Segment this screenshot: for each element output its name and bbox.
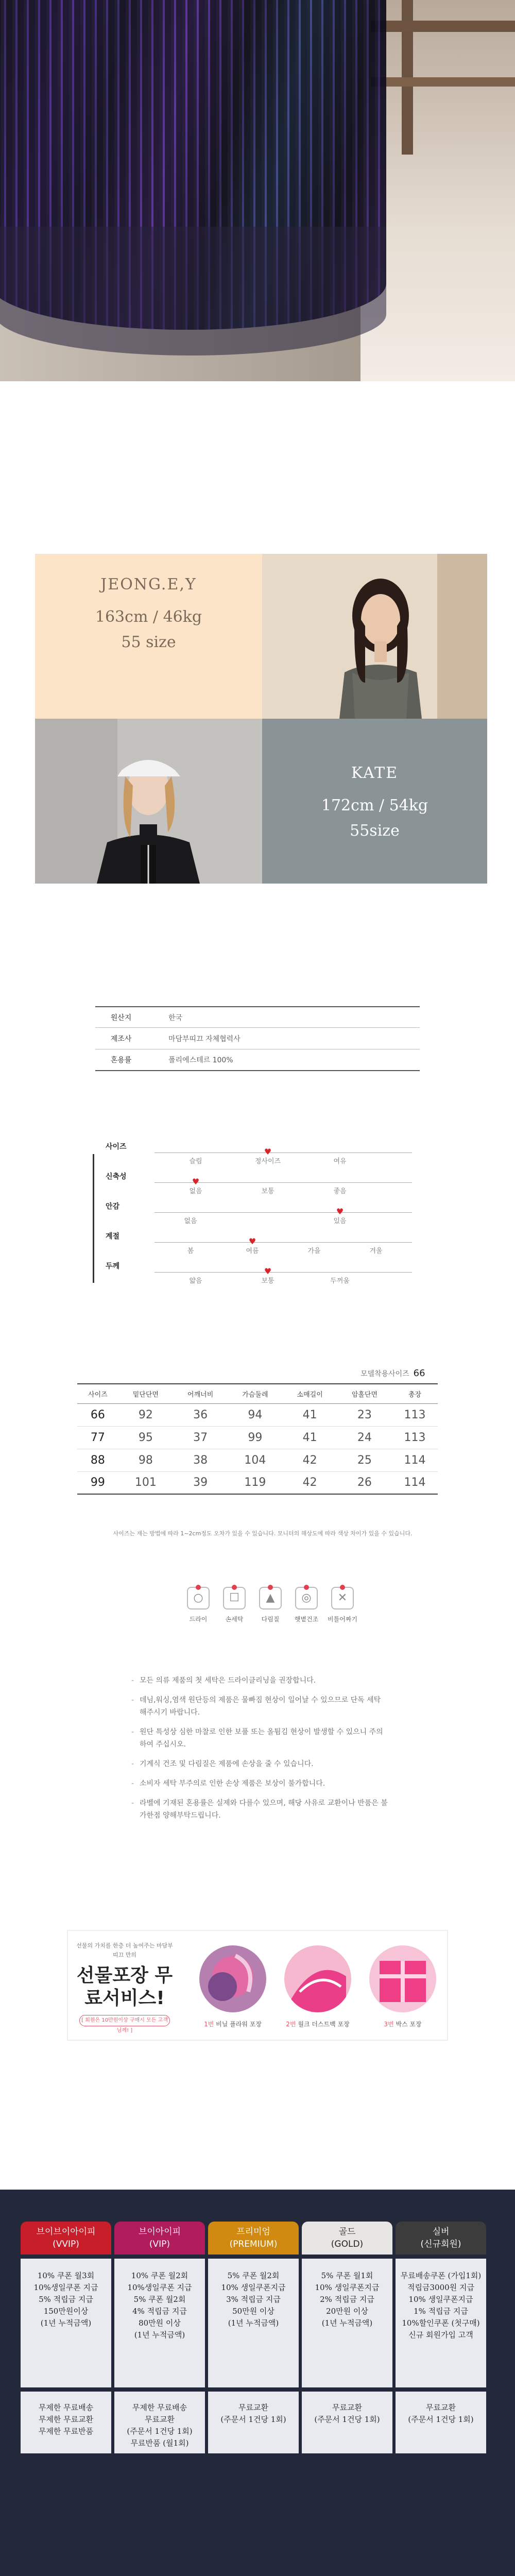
scale-option: 보통 xyxy=(261,1188,274,1195)
model-photo xyxy=(262,554,487,719)
tier-column xyxy=(21,2222,111,2453)
benefit-line: 10% 쿠폰 월3회 xyxy=(37,2271,95,2280)
extra-line: 무제한 무료교환 xyxy=(38,2415,94,2424)
size-cell: 92 xyxy=(118,1403,173,1426)
benefit-line: 2% 적립금 지급 xyxy=(320,2295,374,2304)
benefit-line: 10% 생일쿠폰지급 xyxy=(315,2283,380,2292)
scale-option: 가을 xyxy=(307,1247,321,1255)
size-cell: 119 xyxy=(228,1471,282,1494)
size-cell: 88 xyxy=(77,1449,118,1471)
size-cell: 24 xyxy=(337,1426,392,1449)
caption-size: 66 xyxy=(413,1368,425,1379)
size-cell: 42 xyxy=(283,1449,337,1471)
tier-sub: (VVIP) xyxy=(53,2239,79,2249)
scale-option: 보통 xyxy=(261,1277,274,1285)
heart-icon: ♥ xyxy=(248,1236,256,1246)
benefit-line: 무료배송쿠폰 (가입1회) xyxy=(400,2271,482,2280)
tier-sub: (VIP) xyxy=(149,2239,170,2249)
size-cell: 114 xyxy=(392,1471,438,1494)
size-cell: 94 xyxy=(228,1403,282,1426)
gift-badge: [ 회원은 10만원이상 구매시 모든 고객님께! ] xyxy=(79,2015,170,2026)
info-key: 제조사 xyxy=(110,1035,132,1043)
size-cell: 114 xyxy=(392,1449,438,1471)
tier-benefits xyxy=(302,2259,392,2387)
tier-benefits xyxy=(208,2259,299,2387)
size-cell: 26 xyxy=(337,1471,392,1494)
care-label: 손세탁 xyxy=(225,1616,244,1623)
size-header: 소매길이 xyxy=(283,1384,337,1403)
benefit-line: 5% 적립금 지급 xyxy=(39,2295,93,2304)
size-cell: 113 xyxy=(392,1426,438,1449)
benefit-line: (1년 누적금액) xyxy=(40,2318,92,2328)
scale-option: 있음 xyxy=(333,1217,347,1225)
care-label: 햇볕건조 xyxy=(294,1616,319,1623)
heart-icon: ♥ xyxy=(192,1177,200,1187)
note-item: - 라벨에 기재된 혼용률은 실제와 다를수 있으며, 해당 사유로 교환이나 반품은 불가한점 양해부탁드립니다. xyxy=(131,1797,389,1822)
benefit-line: 신규 회원가입 고객 xyxy=(408,2330,473,2340)
size-note: 사이즈는 재는 방법에 따라 1~2cm정도 오차가 있을 수 있습니다. 모니터의 해상도에 따라 색상 차이가 있을 수 있습니다. xyxy=(113,1530,413,1537)
tier-column xyxy=(208,2222,299,2453)
extra-line: 무료교환 xyxy=(145,2415,175,2424)
size-cell: 25 xyxy=(337,1449,392,1471)
benefit-line: 10% 생일쿠폰지급 xyxy=(221,2283,286,2292)
scale-line xyxy=(154,1212,412,1213)
model-body: 172cm / 54kg xyxy=(321,796,428,815)
care-label: 비틀어짜기 xyxy=(328,1616,357,1623)
benefit-line: 10% 쿠폰 월2회 xyxy=(131,2271,188,2280)
tier-column xyxy=(396,2222,486,2453)
scale-option: 여름 xyxy=(246,1247,259,1255)
model-size-caption xyxy=(360,1368,425,1379)
heart-icon: ♥ xyxy=(264,1266,272,1276)
note-item: - 원단 특성상 심한 마찰로 인한 보풀 또는 올튐김 현상이 발생할 수 있으니 주의하여 주십시오. xyxy=(131,1726,389,1751)
benefit-line: 10% 생일쿠폰지급 xyxy=(408,2295,473,2304)
benefit-line: 50만원 이상 xyxy=(232,2307,274,2316)
info-value: 폴리에스테르 100% xyxy=(168,1056,233,1064)
size-cell: 41 xyxy=(283,1426,337,1449)
size-table xyxy=(77,1383,438,1495)
benefit-line: 5% 쿠폰 월2회 xyxy=(227,2271,280,2280)
scale-option: 여유 xyxy=(333,1158,347,1165)
dry-clean-icon: ○ xyxy=(187,1587,210,1609)
info-row xyxy=(95,1006,420,1028)
scale-option: 정사이즈 xyxy=(254,1158,281,1165)
scale-option: 좋음 xyxy=(333,1188,347,1195)
size-header: 가슴둘레 xyxy=(228,1384,282,1403)
care-label: 다림질 xyxy=(261,1616,280,1623)
tier-name: 프리미엄 xyxy=(236,2227,270,2237)
scale-option: 겨울 xyxy=(369,1247,383,1255)
scale-row xyxy=(93,1141,422,1172)
scale-label: 안감 xyxy=(106,1202,120,1211)
tier-extras xyxy=(396,2392,486,2453)
info-value: 마담부띠끄 자체협력사 xyxy=(168,1035,241,1043)
extra-line: 무료반품 (월1회) xyxy=(130,2438,189,2448)
size-header: 어깨너비 xyxy=(173,1384,228,1403)
scale-label: 신축성 xyxy=(106,1173,127,1181)
benefit-line: 3% 적립금 지급 xyxy=(226,2295,281,2304)
note-item: - 기계식 건조 및 다림질은 제품에 손상을 줄 수 있습니다. xyxy=(131,1758,389,1770)
no-bleach-icon: ✕ xyxy=(331,1587,354,1609)
scale-option: 없음 xyxy=(189,1188,202,1195)
size-cell: 98 xyxy=(118,1449,173,1471)
size-cell: 99 xyxy=(77,1471,118,1494)
hand-wash-icon: ☐ xyxy=(223,1587,246,1609)
size-header: 총장 xyxy=(392,1384,438,1403)
size-cell: 101 xyxy=(118,1471,173,1494)
info-key: 원산지 xyxy=(110,1013,132,1022)
table-row xyxy=(77,1403,438,1426)
benefit-line: 4% 적립금 지급 xyxy=(132,2307,187,2316)
heart-icon: ♥ xyxy=(336,1207,344,1216)
gift-option-label: 2번 월크 더스트백 포장 xyxy=(286,2021,350,2028)
tier-header xyxy=(302,2222,392,2255)
note-item: - 데님,워싱,염색 원단등의 제품은 물빠짐 현상이 일어날 수 있으므로 단독 세탁 해주시기 바랍니다. xyxy=(131,1694,389,1719)
scale-label: 계절 xyxy=(106,1232,120,1241)
size-cell: 36 xyxy=(173,1403,228,1426)
size-cell: 42 xyxy=(283,1471,337,1494)
tier-extras xyxy=(302,2392,392,2453)
tier-sub: (GOLD) xyxy=(331,2239,364,2249)
scale-option: 두꺼움 xyxy=(330,1277,350,1285)
gift-wrap-banner xyxy=(67,1930,448,2041)
info-row xyxy=(95,1028,420,1049)
extra-line: (주문서 1건당 1회) xyxy=(127,2427,193,2436)
gift-option-image-2 xyxy=(284,1945,351,2012)
note-item: - 소비자 세탁 부주의로 인한 손상 제품은 보상이 불가합니다. xyxy=(131,1777,389,1790)
scale-option: 없음 xyxy=(184,1217,197,1225)
extra-line: (주문서 1건당 1회) xyxy=(220,2415,286,2424)
tier-extras xyxy=(208,2392,299,2453)
model-card-kate xyxy=(35,719,487,884)
size-cell: 41 xyxy=(283,1403,337,1426)
caption-label: 모델착용사이즈 xyxy=(360,1370,409,1378)
size-cell: 23 xyxy=(337,1403,392,1426)
model-card-jeong xyxy=(35,554,487,719)
tier-name: 실버 xyxy=(432,2227,450,2237)
extra-line: 무료교환 xyxy=(426,2403,456,2412)
gift-option-label: 3번 박스 포장 xyxy=(384,2021,422,2028)
tier-name: 브이아이피 xyxy=(138,2227,181,2237)
extra-line: 무제한 무료반품 xyxy=(38,2427,94,2436)
benefit-line: (1년 누적금액) xyxy=(228,2318,279,2328)
model-size: 55 size xyxy=(121,633,176,651)
extra-line: (주문서 1건당 1회) xyxy=(314,2415,380,2424)
care-item xyxy=(324,1587,360,1623)
tier-benefits xyxy=(21,2259,111,2387)
scale-label: 두께 xyxy=(106,1262,120,1270)
size-cell: 95 xyxy=(118,1426,173,1449)
iron-icon: ▲ xyxy=(259,1587,282,1609)
size-header: 밑단단면 xyxy=(118,1384,173,1403)
gift-option-label: 1번 비닐 플라워 포장 xyxy=(204,2021,262,2028)
care-item xyxy=(288,1587,324,1623)
table-row xyxy=(77,1426,438,1449)
membership-benefits xyxy=(0,2190,515,2576)
benefit-line: 80만원 이상 xyxy=(139,2318,181,2328)
extra-line: (주문서 1건당 1회) xyxy=(408,2415,474,2424)
tier-sub: (PREMIUM) xyxy=(229,2239,278,2249)
model-size: 55size xyxy=(350,822,400,840)
benefit-line: 20만원 이상 xyxy=(326,2307,368,2316)
size-cell: 38 xyxy=(173,1449,228,1471)
benefit-line: 10%할인쿠폰 (첫구매) xyxy=(402,2318,480,2328)
size-header: 사이즈 xyxy=(77,1384,118,1403)
tier-sub: (신규회원) xyxy=(420,2239,461,2249)
model-photo xyxy=(35,719,262,884)
benefit-line: 150만원이상 xyxy=(43,2307,89,2316)
info-key: 혼용률 xyxy=(110,1056,132,1064)
note-item: - 모든 의류 제품의 첫 세탁은 드라이클리닝을 권장합니다. xyxy=(131,1674,389,1687)
scale-row xyxy=(93,1201,422,1232)
fit-scale xyxy=(93,1141,422,1296)
table-row xyxy=(77,1471,438,1494)
gift-option-image-1 xyxy=(199,1945,266,2012)
scale-option: 봄 xyxy=(187,1247,194,1255)
product-info-table xyxy=(95,1006,420,1071)
model-name: KATE xyxy=(351,764,399,782)
tier-header xyxy=(114,2222,205,2255)
benefit-line: 1% 적립금 지급 xyxy=(414,2307,468,2316)
scale-option: 슬림 xyxy=(189,1158,202,1165)
benefit-line: 5% 쿠폰 월1회 xyxy=(321,2271,373,2280)
care-item xyxy=(180,1587,216,1623)
scale-label: 사이즈 xyxy=(106,1143,127,1151)
tier-extras xyxy=(114,2392,205,2453)
care-label: 드라이 xyxy=(189,1616,208,1623)
tier-column xyxy=(302,2222,392,2453)
care-item xyxy=(252,1587,288,1623)
size-cell: 113 xyxy=(392,1403,438,1426)
gift-intro: 선물의 가치를 한층 더 높여주는 마담부띠끄 만의 xyxy=(76,1942,173,1958)
extra-line: 무제한 무료배송 xyxy=(38,2403,94,2412)
benefit-line: 적립금3000원 지급 xyxy=(407,2283,474,2292)
tier-name: 브이브이아이피 xyxy=(36,2227,96,2237)
tier-column xyxy=(114,2222,205,2453)
hero-product-image xyxy=(0,0,515,381)
model-body: 163cm / 46kg xyxy=(95,608,202,626)
shade-dry-icon: ◎ xyxy=(295,1587,318,1609)
benefit-line: 10%생일쿠폰 지급 xyxy=(127,2283,192,2292)
size-cell: 66 xyxy=(77,1403,118,1426)
gift-option-image-3 xyxy=(369,1945,436,2012)
size-header: 암홀단면 xyxy=(337,1384,392,1403)
tier-extras xyxy=(21,2392,111,2453)
size-cell: 77 xyxy=(77,1426,118,1449)
heart-icon: ♥ xyxy=(264,1147,272,1157)
size-cell: 99 xyxy=(228,1426,282,1449)
extra-line: 무료교환 xyxy=(238,2403,268,2412)
size-cell: 37 xyxy=(173,1426,228,1449)
scale-line xyxy=(154,1242,412,1243)
tier-benefits xyxy=(396,2259,486,2387)
benefit-line: (1년 누적금액) xyxy=(134,2330,185,2340)
info-row xyxy=(95,1049,420,1071)
tier-benefits xyxy=(114,2259,205,2387)
tier-header xyxy=(396,2222,486,2255)
size-cell: 104 xyxy=(228,1449,282,1471)
table-row xyxy=(77,1449,438,1471)
tier-header xyxy=(208,2222,299,2255)
tier-name: 골드 xyxy=(338,2227,356,2237)
info-value: 한국 xyxy=(168,1013,183,1022)
size-cell: 39 xyxy=(173,1471,228,1494)
scale-row xyxy=(93,1171,422,1202)
extra-line: 무제한 무료배송 xyxy=(132,2403,187,2412)
scale-row xyxy=(93,1231,422,1262)
care-notes xyxy=(131,1674,389,1829)
gift-title: 선물포장 무료서비스! xyxy=(76,1965,173,2009)
benefit-line: (1년 누적금액) xyxy=(321,2318,373,2328)
tier-header xyxy=(21,2222,111,2255)
care-item xyxy=(216,1587,252,1623)
model-name: JEONG.E,Y xyxy=(100,575,197,594)
extra-line: 무료교환 xyxy=(332,2403,362,2412)
scale-option: 얇음 xyxy=(189,1277,202,1285)
benefit-line: 5% 쿠폰 월2회 xyxy=(133,2295,186,2304)
benefit-line: 10%생일쿠폰 지급 xyxy=(33,2283,98,2292)
scale-line xyxy=(154,1272,412,1273)
scale-row xyxy=(93,1261,422,1292)
